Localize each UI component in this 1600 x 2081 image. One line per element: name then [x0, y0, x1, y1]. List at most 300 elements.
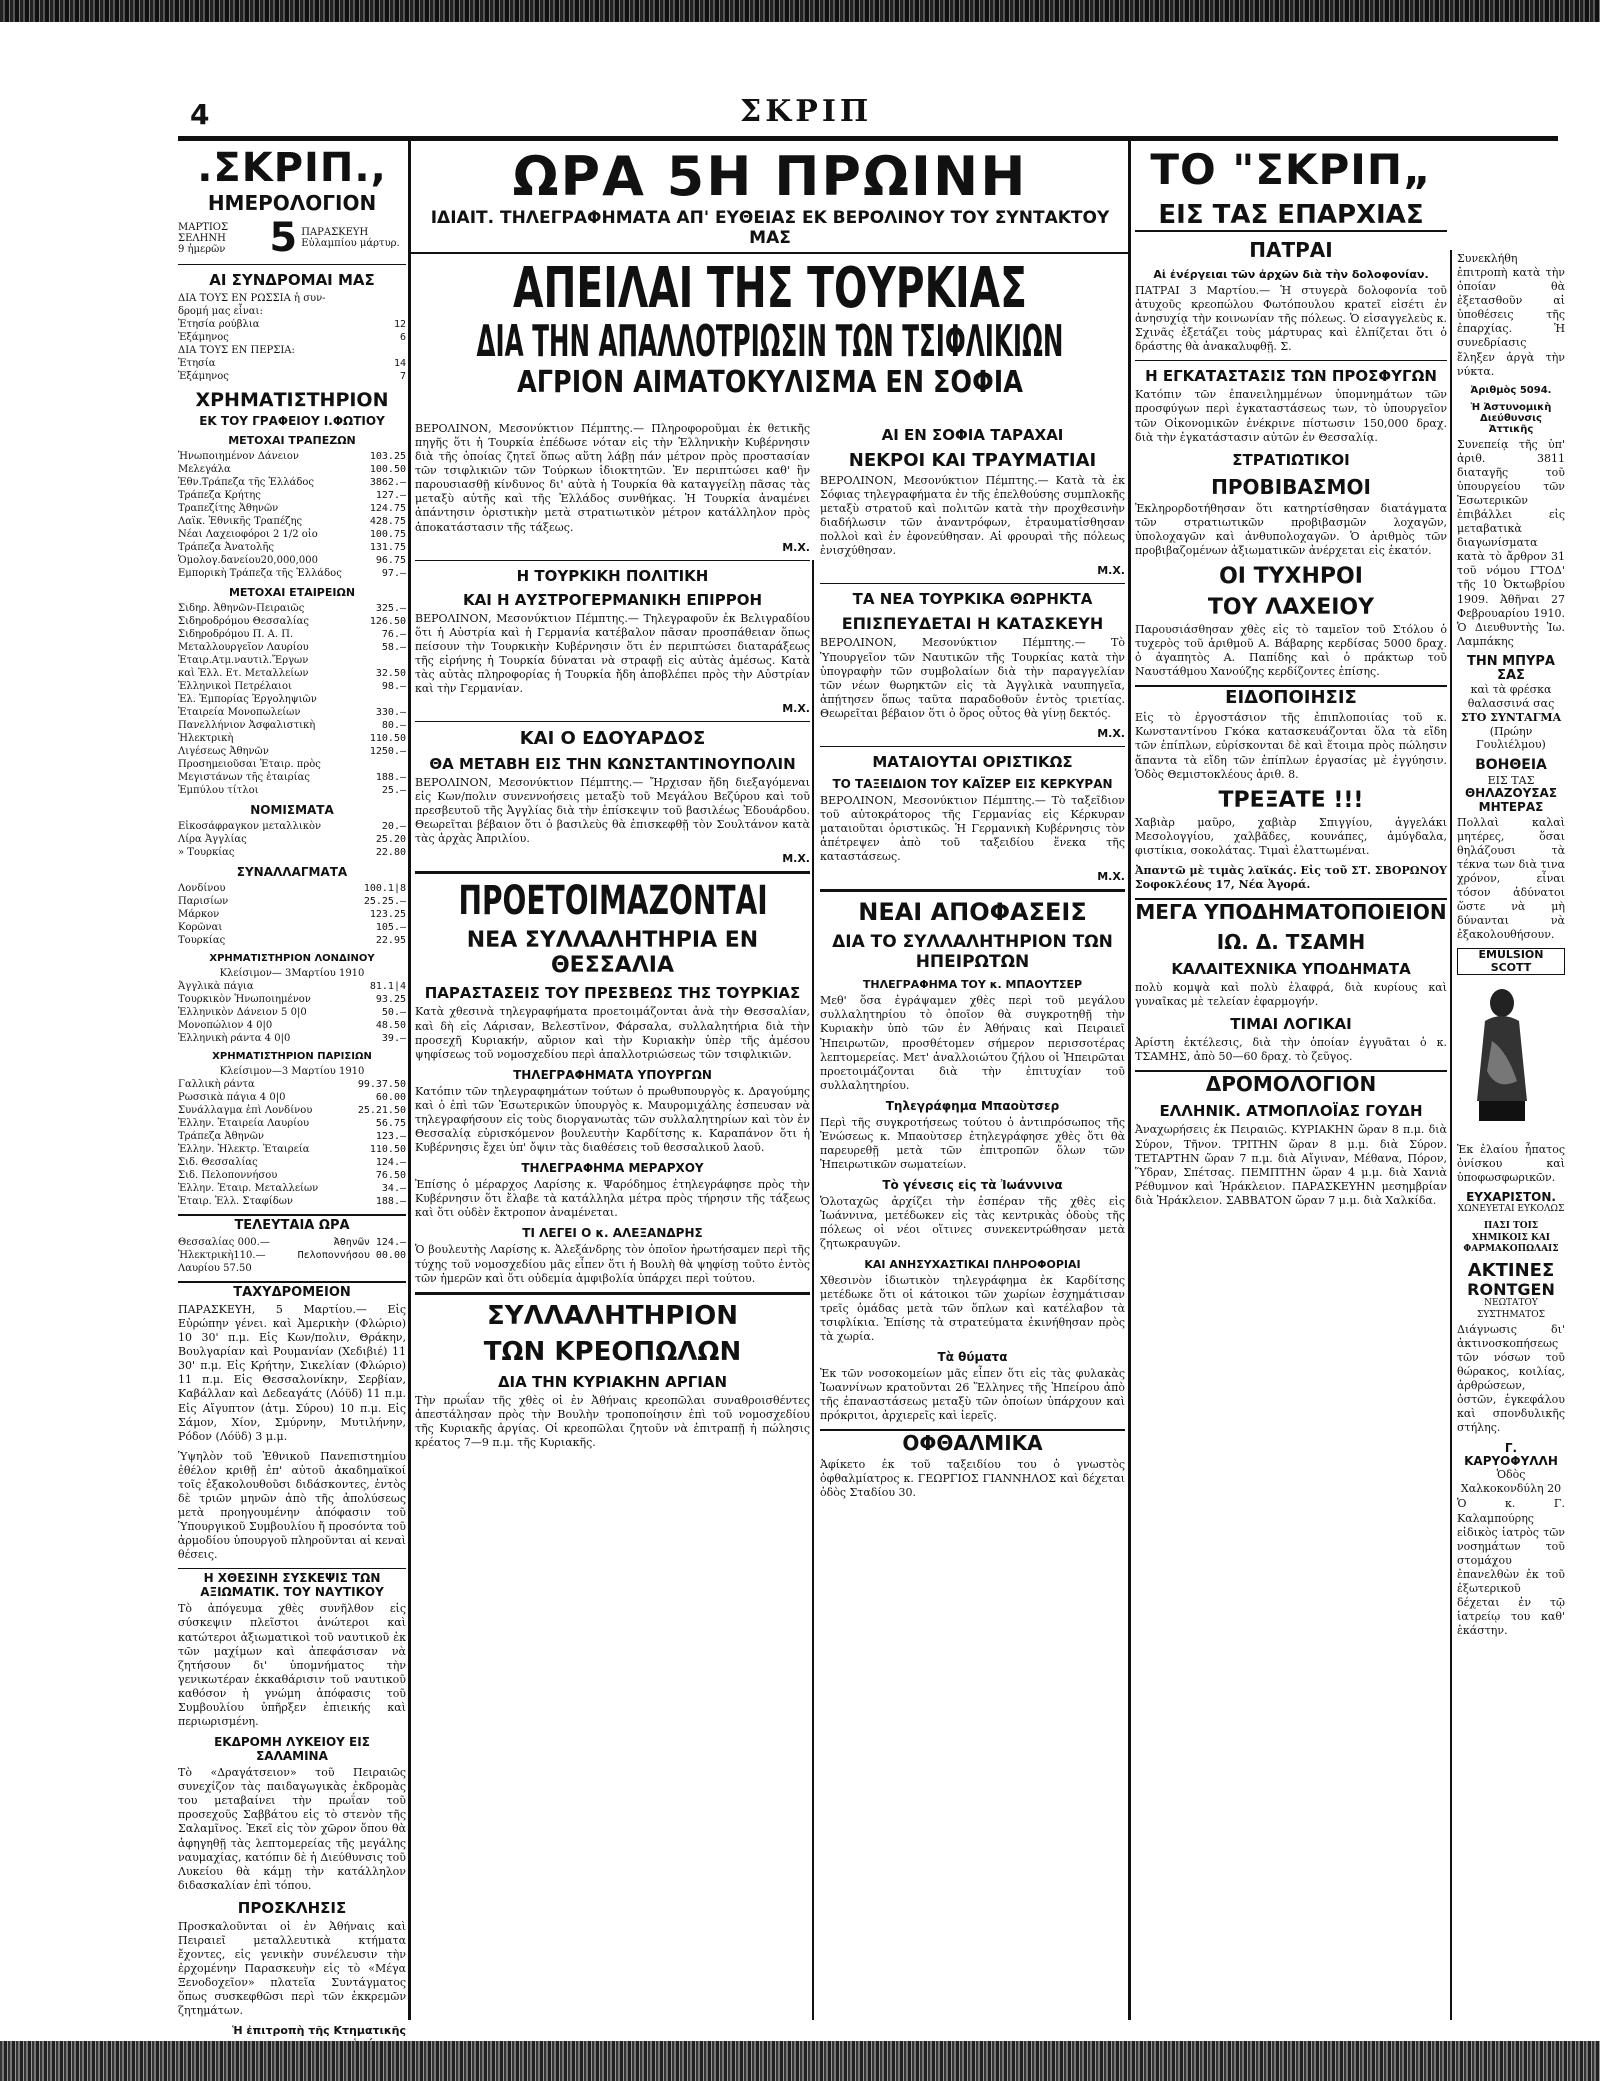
row-label: Τράπεζα Ἀνατολῆς [178, 542, 274, 553]
article-text: Χθεσινὸν ἰδιωτικὸν τηλεγράφημα ἐκ Καρδίτσης μετέδωκε ὅτι οἱ κάτοικοι τῶν χωρίων ἐσχημάτισαν τρεῖς ὁμάδας μετὰ τῶν ὅπλων καὶ κατέλαβον τὰ τσιφλίκια. Ἐπίσης τὰ στρατεύματα ἐκινήθησαν πρὸς τὰ χωρία. [820, 1273, 1125, 1343]
separator [820, 889, 1125, 892]
advert-headline: ΤΡΕΞΑΤΕ !!! [1218, 787, 1364, 813]
article-headline: Τὸ γένεσις εἰς τὰ Ἰωάννινα [882, 1178, 1063, 1193]
table-row [178, 541, 406, 554]
row-label: Μάρκον [178, 909, 220, 920]
invite-text: Προσκαλοῦνται οἱ ἐν Ἀθήναις καὶ Πειραιεῖ μεταλλευτικὰ κτήματα ἔχοντες, εἰς γενικὴν συνέλευσιν τὴν ἐρχομένην Παρασκευὴν εἰς τὸ «Μέγα Ξενοδοχεῖον» πλατεῖα Συντάγματος ὅπως συσκεφθῶσι περὶ τῶν ἐκκρεμῶν ζητημάτων. [178, 1919, 406, 2018]
advert-headline: Γ. ΚΑΡΥΟΦΥΛΛΗ [1464, 1440, 1558, 1468]
advert-headline: ΕΥΧΑΡΙΣΤΟΝ. [1466, 1189, 1556, 1204]
article-text: Συνεκλήθη ἐπιτροπὴ κατὰ τὴν ὁποίαν θὰ ἐξετασθοῦν αἱ ὑποθέσεις τῆς ἐπαρχίας. Ἡ συνεδρίασις ἔληξεν ἀργὰ τὴν νύκτα. [1457, 252, 1565, 378]
table-row [178, 1169, 406, 1182]
article-headline: ΕΙΔΟΠΟΙΗΣΙΣ [1135, 685, 1447, 708]
separator [1135, 360, 1447, 361]
article-text: Κατόπιν τῶν ἐπανειλημμένων ὑπομνημάτων τῶν προσφύγων περὶ ἐγκαταστάσεως των, τὸ ὑπουργεῖον τῶν Οἰκονομικῶν ἐνέκρινε πίστωσιν 150,000 δραχ. διὰ τὴν ἐγκατάστασιν αὐτῶν ἐν Θεσσαλίᾳ. [1135, 388, 1447, 444]
article-signature: Μ.Χ. [782, 852, 810, 866]
separator [415, 721, 810, 722]
coins-list [178, 820, 406, 859]
row-label: Ἐταιρεία Μονοπωλείων [178, 707, 301, 718]
table-row [178, 895, 406, 908]
row-label: Τουρκίας [178, 935, 226, 946]
row-value: 100.1|8 [363, 883, 406, 894]
row-value: 32.50 [375, 668, 406, 679]
banks-title: ΜΕΤΟΧΑΙ ΤΡΑΠΕΖΩΝ [228, 434, 356, 447]
column-divider [408, 140, 411, 2020]
advert-headline: ΑΚΤΙΝΕΣ [1467, 1260, 1555, 1282]
row-value: 123.25 [369, 909, 406, 920]
subscriptions-list [178, 292, 406, 383]
row-label: Θεσσαλίας 000.— [178, 1237, 270, 1248]
row-value: 126.50 [369, 616, 406, 627]
subscriptions-title: ΑΙ ΣΥΝΔΡΟΜΑΙ ΜΑΣ [209, 271, 375, 289]
row-value: 25.25.— [363, 896, 406, 907]
london-list [178, 980, 406, 1045]
row-label: Λιγέσεως Ἀθηνῶν [178, 746, 269, 757]
separator [415, 1292, 810, 1295]
advert-headline: ΤΗΝ ΜΠΥΡΑ ΣΑΣ [1467, 653, 1555, 684]
table-row [178, 820, 406, 833]
row-value: 98.— [381, 681, 406, 692]
row-label: Νέαι Λαχειοφόροι 2 1/2 οἰο [178, 529, 318, 540]
table-row [178, 318, 406, 331]
advert-headline: ΕΛΛΗΝΙΚ. ΑΤΜΟΠΛΟΪΑΣ ΓΟΥΔΗ [1159, 1102, 1423, 1121]
table-row [178, 1078, 406, 1091]
row-label: Παρισίων [178, 896, 229, 907]
note-text: Ὑψηλὸν τοῦ Ἐθνικοῦ Πανεπιστημίου ἐθέλον κριθῇ ἐπ' αὐτοῦ ἀκαδημαϊκοί τοῖς ἐξακολουθοῦσι διδάσκοντες, ἐντὸς δὲ τριῶν μηνῶν ἀπὸ τῆς ἀπολύσεως μετὰ προηγουμένην ἀπόφασιν τοῦ Ὑπουργικοῦ Συμβουλίου ἤ προσόντα τοῦ ἁρμοδίου ὑπουργοῦ πληροῦνται αἱ κεναὶ θέσεις. [178, 1449, 406, 1562]
table-row [178, 641, 406, 654]
article-headline: ΤΗΛΕΓΡΑΦΗΜΑ ΜΕΡΑΡΧΟΥ [521, 1161, 704, 1176]
excursion-title: ΕΚΔΡΟΜΗ ΛΥΚΕΙΟΥ ΕΙΣ ΣΑΛΑΜΙΝΑ [214, 1735, 370, 1764]
article-headline: ΔΙΑ ΤΗΝ ΚΥΡΙΑΚΗΝ ΑΡΓΙΑΝ [497, 1372, 728, 1391]
row-value: 80.— [381, 720, 406, 731]
row-label: Ὁμολογ.δανείου20,000,000 [178, 555, 318, 566]
table-row [178, 1117, 406, 1130]
advert-text: καὶ τὰ φρέσκα θαλασσινά σας [1467, 683, 1555, 711]
row-label: Λαϊκ. Ἐθνικῆς Τραπέζης [178, 516, 303, 527]
row-value: 428.75 [369, 516, 406, 527]
bourse-title: ΧΡΗΜΑΤΙΣΤΗΡΙΟΝ [195, 389, 389, 411]
row-label: Λονδίνου [178, 883, 226, 894]
row-value: 103.25 [369, 451, 406, 462]
calendar-weekday: ΠΑΡΑΣΚΕΥΗ [301, 227, 369, 238]
table-row [178, 908, 406, 921]
page-number: 4 [190, 98, 210, 131]
table-row [178, 502, 406, 515]
row-label: Μελεγάλα [178, 464, 231, 475]
bottom-scan-band [0, 2041, 1600, 2081]
table-row [178, 667, 406, 680]
row-value: 20.— [381, 821, 406, 832]
article-headline: ΤΙ ΛΕΓΕΙ Ο κ. ΑΛΕΞΑΝΔΡΗΣ [522, 1226, 703, 1241]
row-value: 325.— [375, 603, 406, 614]
article-text: ΒΕΡΟΛΙΝΟΝ, Μεσονύκτιον Πέμπτης.— Τὸ Ὑπουργεῖον τῶν Ναυτικῶν τῆς Τουρκίας κατὰ τὴν ὑπογραφὴν τῶν συμβολαίων διὰ τὴν παραγγελίαν τῶν νέων θωρηκτῶν εἰς τὰ Ἀγγλικὰ ναυπηγεῖα, ἀπῄτησεν ὅπως ταῦτα παραδοθοῦν ἐντὸς τριετίας. Θεωρεῖται βέβαιον ὅτι ὁ ὅρος οὗτος θὰ γίνῃ δεκτός. [820, 636, 1125, 720]
advert-text: Διάγνωσις δι' ἀκτινοσκοπήσεως τῶν νόσων τοῦ θώρακος, κοιλίας, ἀρθρώσεων, ὀστῶν, ἐγκεφάλου καὶ σπονδυλικῆς στήλης. [1457, 1322, 1565, 1435]
column-divider [812, 560, 814, 2020]
row-label: Μεγιστάνων τῆς ἐταιρίας [178, 772, 310, 783]
article-headline: ΤΗΛΕΓΡΑΦΗΜΑΤΑ ΥΠΟΥΡΓΩΝ [513, 1067, 712, 1082]
calendar-title: ΗΜΕΡΟΛΟΓΙΟΝ [207, 191, 377, 215]
row-label: » Τουρκίας [178, 847, 235, 858]
table-row [178, 680, 406, 693]
advert-headline: ΜΗΤΕΡΑΣ [1478, 799, 1544, 814]
table-row [178, 628, 406, 641]
row-label: Ἀγγλικὰ πάγια [178, 981, 254, 992]
article-signature: Μ.Χ. [1097, 870, 1125, 884]
advert-text: Ἀρίστη ἐκτέλεσις, διὰ τὴν ὁποίαν ἐγγυᾶται ὁ κ. ΤΣΑΜΗΣ, ἀπὸ 50—60 δραχ. τὸ ζεῦγος. [1135, 1036, 1447, 1064]
row-value: 76.50 [375, 1170, 406, 1181]
table-row [178, 476, 406, 489]
table-row [178, 1249, 406, 1262]
provinces-title: ΕΙΣ ΤΑΣ ΕΠΑΡΧΙΑΣ [1135, 200, 1447, 232]
column-divider [1450, 250, 1452, 2020]
table-row [178, 980, 406, 993]
row-value: Πελοποννήσου 00.00 [297, 1250, 406, 1261]
row-label: ΔΙΑ ΤΟΥΣ ΕΝ ΠΕΡΣΙΑ: [178, 345, 295, 356]
fx-list [178, 882, 406, 947]
banks-list [178, 450, 406, 580]
market-column [178, 145, 406, 2038]
row-value: 100.50 [369, 464, 406, 475]
row-value: 22.80 [375, 847, 406, 858]
table-row [178, 732, 406, 745]
row-label: Ἑλληνικὸν Δάνειον 5 0|0 [178, 1007, 307, 1018]
table-row [178, 292, 406, 305]
separator [820, 583, 1125, 584]
row-label: καὶ Ἑλλ. Ετ. Μεταλλείων [178, 668, 309, 679]
article-signature: Μ.Χ. [782, 702, 810, 716]
row-label: Κορῶναι [178, 922, 223, 933]
calendar-day: 5 [269, 215, 298, 261]
article-text: Ἐκ τῶν νοσοκομείων μᾶς εἶπεν ὅτι εἰς τὰς φυλακὰς Ἰωαννίνων κρατοῦνται 26 Ἕλληνες τῆς Ἠπείρου ἀπὸ τῆς ἐπαναστάσεως μεταξὺ τῶν ὁποίων ὑπάρχουν καὶ πρόκριτοι, ἀρχιερεῖς καὶ ἱερεῖς. [820, 1366, 1125, 1423]
article-headline: ΑΙ ΕΝ ΣΟΦΙΑ ΤΑΡΑΧΑΙ [881, 426, 1064, 444]
advert-text: ΕΙΣ ΤΑΣ [1487, 773, 1535, 787]
masthead: ΣΚΡΙΠ [740, 94, 873, 129]
table-row [178, 771, 406, 784]
table-row [178, 693, 406, 706]
article-text: Τὴν πρωΐαν τῆς χθὲς οἱ ἐν Ἀθήναις κρεοπῶλαι συναθροισθέντες ἀπεστάλησαν πρὸς τὴν Βουλὴν τροποποίησιν ἐπὶ τοῦ νομοσχεδίου τῆς Κυριακῆς ἀργίας. Οἱ κρεοπῶλαι ζητοῦν νὰ ἐπιτραπῇ ἡ πώλησις κρέατος 7—9 π.μ. τῆς Κυριακῆς. [415, 1393, 810, 1449]
calendar-saint: Εὐλαμπίου μάρτυρ. [301, 238, 400, 249]
article-headline: Τὰ θύματα [937, 1349, 1008, 1364]
advert-text: πολὺ κομψὰ καὶ πολὺ ἐλαφρά, διὰ κυρίους καὶ γυναῖκας μὲ τελείαν ἐφαρμογήν. [1135, 981, 1447, 1009]
table-row [178, 305, 406, 318]
row-label: ΔΙΑ ΤΟΥΣ ΕΝ ΡΩΣΣΙΑ ἡ συν- [178, 293, 326, 304]
article-headline: ΘΑ ΜΕΤΑΒΗ ΕΙΣ ΤΗΝ ΚΩΝΣΤΑΝΤΙΝΟΥΠΟΛΙΝ [429, 755, 796, 774]
row-label: Τουρκικὸν Ἡνωποιημένον [178, 994, 311, 1005]
row-value: 1250.— [369, 746, 406, 757]
row-label: Ἐτησία ρούβλια [178, 319, 260, 330]
row-label: Λίρα Ἀγγλίας [178, 834, 247, 845]
mega-headline-2: ΔΙΑ ΤΗΝ ΑΠΑΛΛΟΤΡΙΩΣΙΝ ΤΩΝ ΤΣΙΦΛΙΚΙΩΝ [476, 315, 1064, 367]
paris-date: Κλείσιμον—3 Μαρτίου 1910 [219, 1066, 365, 1077]
row-label: Ἑξάμηνος [178, 371, 229, 382]
article-text: Κατὰ χθεσινὰ τηλεγραφήματα προετοιμάζονται ἀνὰ τὴν Θεσσαλίαν, καὶ δὴ εἰς Λάρισαν, Βελεστῖνον, Φάρσαλα, συλλαλητήρια διὰ τὴν προσεχῆ Κυριακήν, αὔριον καὶ τὴν Κυριακὴν ὑπὲρ τῆς ἀμέσου ψηφίσεως τοῦ νομοσχεδίου περὶ ἀπαλλοτριώσεως τῶν τσιφλικιῶν. [415, 1005, 810, 1061]
article-text: Κατόπιν τῶν τηλεγραφημάτων τούτων ὁ πρωθυπουργὸς κ. Δραγούμης καὶ ὁ ἐπὶ τῶν Ἐσωτερικῶν ὑπουργὸς κ. Μαυρομιχάλης ἐσπευσαν νὰ τηλεγραφήσουν εἰς τοὺς διοργανωτὰς τῶν συλλαλητηρίων καὶ τὸν ἐν Θεσσαλίᾳ εὑρισκόμενον βουλευτὴν Καρδίτσης κ. Καραπάνον ὅτι ἡ Κυβέρνησις ἔχει ὑπ' ὄψιν τὰς διαθέσεις τοῦ θεσσαλικοῦ λαοῦ. [415, 1084, 810, 1155]
row-label: Ἑλληνικοὶ Πετρέλαιοι [178, 681, 292, 692]
post-title: ΤΑΧΥΔΡΟΜΕΙΟΝ [178, 1281, 406, 1300]
advert-text: Ὁ κ. Γ. Καλαμπούρης εἰδικὸς ἰατρὸς τῶν νοσημάτων τοῦ στομάχου ἐπανελθὼν ἐκ τοῦ ἐξωτερικοῦ δέχεται ἐν τῷ ἰατρείῳ του καθ' ἑκάστην. [1457, 1497, 1565, 1638]
calendar-days: 9 ἡμερῶν [178, 243, 226, 255]
row-label: Γαλλικὴ ράντα [178, 1079, 255, 1090]
row-label: Ἑλλην. Ἐταιρεία Λαυρίου [178, 1118, 310, 1129]
article-text: Συνεπείᾳ τῆς ὑπ' ἀριθ. 3811 διαταγῆς τοῦ ὑπουργείου τῶν Ἐσωτερικῶν ἐπιβάλλει εἰς μεταβατικὰ διαγωνίσματα κατὰ τὸ ἄρθρον 31 τοῦ νόμου ΓΤΟΔ' τῆς 10 Ὀκτωβρίου 1909. Ἀθῆναι 27 Φεβρουαρίου 1910. Ὁ Διευθυντὴς Ἰω. Λαμπάκης [1457, 437, 1565, 648]
article-mega-headline: ΝΕΑΙ ΑΠΟΦΑΣΕΙΣ [858, 898, 1087, 927]
last-hour-list [178, 1236, 406, 1275]
calendar-moon: ΣΕΛΗΝΗ [178, 232, 226, 244]
article-headline: Αἱ ἐνέργειαι τῶν ἀρχῶν διὰ τὴν δολοφονίαν. [1153, 268, 1429, 281]
table-row [178, 745, 406, 758]
row-value: 105.— [375, 922, 406, 933]
calendar-month: ΜΑΡΤΙΟΣ [178, 221, 229, 233]
advert-headline: RONTGEN [1467, 1279, 1555, 1299]
row-value: 124.75 [369, 503, 406, 514]
row-label: δρομή μας εἶναι: [178, 306, 263, 317]
table-row [178, 1195, 406, 1208]
row-label: Εἰκοσάφραγκον μεταλλικὸν [178, 821, 322, 832]
row-label: Συνάλλαγμα ἐπὶ Λονδίνου [178, 1105, 313, 1116]
table-row [178, 1262, 406, 1275]
table-row [178, 846, 406, 859]
row-label: Σιδηρ. Ἀθηνῶν-Πειραιῶς [178, 603, 305, 614]
row-label: Τράπεζα Ἀθηνῶν [178, 1131, 264, 1142]
row-value: 99.37.50 [357, 1079, 406, 1090]
row-label: Σιδ. Πελοποννήσου [178, 1170, 278, 1181]
article-text: ΒΕΡΟΛΙΝΟΝ, Μεσονύκτιον Πέμπτης.— Τηλεγραφοῦν ἐκ Βελιγραδίου ὅτι ἡ Αὐστρία καὶ ἡ Γερμανία κατέβαλον πᾶσαν προσπάθειαν ὅπως πείσουν τὴν Τουρκικὴν Κυβέρνησιν ὅτι ἐν περιπτώσει διαταράξεως τῆς εἰρήνης ἡ Τουρκία δύναται νὰ στραφῇ εἰς αὐτὰς ἀμέσως. Κατὰ τὰς αὐτὰς πληροφορίας ἡ Τουρκία ἤδη ἀποβλέπει πρὸς τὴν Αὐστρίαν καὶ τὴν Γερμανίαν. [415, 611, 810, 696]
article-mega-headline: ΤΩΝ ΚΡΕΟΠΩΛΩΝ [483, 1336, 742, 1367]
row-label: Προσημειοῦσαι Ἐταιρ. πρὸς [178, 759, 321, 770]
table-row [178, 1104, 406, 1117]
article-text: Ὁλοταχῶς ἀρχίζει τὴν ἑσπέραν τῆς χθὲς εἰς Ἰωάννινα, μετέδωκεν εἰς τὰς κεντρικὰς ὁδοὺς τῆς πόλεως οἱ νέοι οἵτινες συνεκεντρώθησαν μετὰ ζητωκραυγῶν. [820, 1195, 1125, 1251]
row-label: Ρωσσικὰ πάγια 4 0|0 [178, 1092, 286, 1103]
paper-logo: .ΣΚΡΙΠ., [197, 145, 387, 191]
article-headline: ΚΑΙ ΑΝΗΣΥΧΑΣΤΙΚΑΙ ΠΛΗΡΟΦΟΡΙΑΙ [864, 1257, 1081, 1271]
article-headline: ΠΑΡΑΣΤΑΣΕΙΣ ΤΟΥ ΠΡΕΣΒΕΩΣ ΤΗΣ ΤΟΥΡΚΙΑΣ [424, 984, 801, 1003]
row-value: Ἀθηνῶν 124.— [333, 1237, 406, 1248]
row-label: Εμπορικὴ Τράπεζα τῆς Ἑλλάδος [178, 568, 342, 579]
article-headline: Η ΤΟΥΡΚΙΚΗ ΠΟΛΙΤΙΚΗ [516, 566, 709, 585]
row-value: 97.— [381, 568, 406, 579]
row-label: Πανελλήνιον Ἀσφαλιστικὴ [178, 720, 316, 731]
row-value: 131.75 [369, 542, 406, 553]
advert-headline: ΘΗΛΑΖΟΥΣΑΣ [1464, 786, 1558, 801]
row-value: 3862.— [369, 477, 406, 488]
table-row [178, 934, 406, 947]
advert-headline: ΒΟΗΘΕΙΑ [1475, 757, 1547, 774]
article-headline: ΜΑΤΑΙΟΥΤΑΙ ΟΡΙΣΤΙΚΩΣ [872, 752, 1073, 771]
row-value: 188.— [375, 1196, 406, 1207]
advert-text: ΣΤΟ ΣΥΝΤΑΓΜΑ [1460, 710, 1562, 724]
london-title: ΧΡΗΜΑΤΙΣΤΗΡΙΟΝ ΛΟΝΔΙΝΟΥ [209, 953, 375, 964]
table-row [178, 515, 406, 528]
article-signature: Μ.Χ. [782, 540, 810, 554]
row-value: 12 [393, 319, 406, 330]
article-mega-headline: ΠΡΟΕΤΟΙΜΑΖΟΝΤΑΙ [458, 878, 768, 925]
row-value: 58.— [381, 642, 406, 653]
top-scan-band [0, 0, 1600, 22]
separator [415, 871, 810, 874]
row-value: 6 [399, 332, 406, 343]
main-headline: ΩΡΑ 5Η ΠΡΩΙΝΗ [512, 145, 1028, 208]
row-value: 81.1|4 [369, 981, 406, 992]
advert-text: ΠΑΣΙ ΤΟΙΣ ΧΗΜΙΚΟΙΣ ΚΑΙ ΦΑΡΜΑΚΟΠΩΛΑΙΣ [1463, 1221, 1559, 1254]
table-row [178, 1156, 406, 1169]
last-hour-title: ΤΕΛΕΥΤΑΙΑ ΩΡΑ [178, 1214, 406, 1233]
article-text: ΠΑΤΡΑΙ 3 Μαρτίου.— Ἡ στυγερὰ δολοφονία τοῦ ἀτυχοῦς κρεοπώλου Φωτόπουλου κρατεῖ εἰσέτι ἐν ἀνησυχίᾳ τὴν κοινωνίαν τῆς πόλεως. Ὁ εἰσαγγελεὺς κ. Σχινᾶς ἐξετάζει τοὺς μάρτυρας καὶ ἐλπίζεται ὅτι ὁ δράστης θὰ ἀνακαλυφθῇ. Σ. [1135, 284, 1447, 354]
row-value: 50.— [381, 1007, 406, 1018]
separator [415, 560, 810, 561]
table-row [178, 719, 406, 732]
table-row [178, 921, 406, 934]
table-row [178, 331, 406, 344]
row-label: Ἡνωποιημένον Δάνειον [178, 451, 299, 462]
article-text: Παρουσιάσθησαν χθὲς εἰς τὸ ταμεῖον τοῦ Στόλου ὁ τυχερὸς τοῦ ἀριθμοῦ Α. Βάβαρης κερδίσας 5000 δραχ. ὁ ἀγαπητὸς Α. Παπίδης καὶ ὁ πράκτωρ τοῦ Ναυστάθμου Χανούζης κερδίζοντες ἐπίσης. [1135, 623, 1447, 679]
row-value: 25.21.50 [357, 1105, 406, 1116]
table-row [178, 357, 406, 370]
article-headline: ΤΗΛΕΓΡΑΦΗΜΑ ΤΟΥ κ. ΜΠΑΟΥΤΣΕΡ [862, 978, 1083, 992]
article-headline: ΤΑ ΝΕΑ ΤΟΥΡΚΙΚΑ ΘΩΡΗΚΤΑ [852, 590, 1093, 609]
article-headline: ΤΟΥ ΛΑΧΕΙΟΥ [1207, 595, 1375, 621]
advert-text: Πολλαὶ καλαὶ μητέρες, ὅσαι θηλάζουσι τὰ τέκνα των διὰ τινα χρόνον, εἶναι τόσον ἀδύνατοι ὥστε νὰ μὴ δύνανται νὰ ἐξακολουθήσουν. [1457, 815, 1565, 942]
table-row [178, 1006, 406, 1019]
invite-title: ΠΡΟΣΚΛΗΣΙΣ [237, 1898, 347, 1917]
row-value: 93.25 [375, 994, 406, 1005]
center-headline-block [410, 145, 1130, 400]
advert-headline: ΙΩ. Δ. ΤΣΑΜΗ [1216, 930, 1366, 955]
advert-headline: ΤΙΜΑΙ ΛΟΓΙΚΑΙ [1230, 1015, 1352, 1034]
calendar-box [178, 215, 406, 265]
main-subline: ΙΔΙΑΙΤ. ΤΗΛΕΓΡΑΦΗΜΑΤΑ ΑΠ' ΕΥΘΕΙΑΣ ΕΚ ΒΕΡΟΛΙΝΟΥ ΤΟΥ ΣΥΝΤΑΚΤΟΥ ΜΑΣ [410, 208, 1130, 254]
table-row [178, 463, 406, 476]
table-row [178, 370, 406, 383]
row-value: 48.50 [375, 1020, 406, 1031]
coins-title: ΝΟΜΙΣΜΑΤΑ [250, 803, 334, 817]
post-text: ΠΑΡΑΣΚΕΥΗ, 5 Μαρτίου.— Εἰς Εὐρώπην γένει. καὶ Ἀμερικὴν (Φλώριο) 10 30' π.μ. Εἰς Κων/πολιν, Θράκην, Βουλγαρίαν καὶ Ρουμανίαν (Χεδιβιέ) 11 30' π.μ. Εἰς Κρήτην, Σικελίαν (Φλώριο) 11 π.μ. Εἰς Θεσσαλονίκην, Σερβίαν, Καβάλλαν καὶ Δεδεαγάτς (Λόϋδ) 11 π.μ. Εἰς Αἴγυπτον (ἀτμ. Σύρου) 10 π.μ. Εἰς Σάμον, Χίον, Σμύρνην, Μυτιλήνην, Ρόδον (Λόϋδ) 3 μ.μ. [178, 1303, 406, 1443]
article-text: ΒΕΡΟΛΙΝΟΝ, Μεσονύκτιον Πέμπτης.— Πληροφοροῦμαι ἐκ θετικῆς πηγῆς ὅτι ἡ Τουρκία ἐπέδωσε νόταν εἰς τὴν Ἑλληνικὴν Κυβέρνησιν διὰ τῆς ὁποίας ζητεῖ ὅπως αὕτη λάβῃ πάν μέτρον πρὸς προστασίαν τῶν τσιφλικιῶν τῶν Τούρκων ἰδιοκτητῶν. Ἐν περιπτώσει καθ' ἣν παρουσιασθῇ κίνδυνος δι' αὐτὰ ἡ Τουρκία θὰ καταγγείλῃ πᾶσας τὰς μεταξὺ αὐτῆς καὶ τῆς Ἑλλάδος συνθήκας. Ἡ Τουρκία ἀναμένει ἀπάντησιν ὁριστικὴν μετὰ στρατιωτικὸν μέτρον κατάλληλον πρὸς ἀποκατάστασιν τῆς τάξεως. [415, 422, 810, 534]
row-value: 110.50 [369, 1144, 406, 1155]
article-text: Ἐπίσης ὁ μέραρχος Λαρίσης κ. Ψαρόδημος ἐτηλεγράφησε πρὸς τὴν Κυβέρνησιν ὅτι ἔλαβε τὰ κατάλληλα μέτρα πρὸς τήρησιν τῆς τάξεως καὶ ὅτι οὐδὲν ἔκτροπον ἀναμένεται. [415, 1178, 810, 1220]
row-value: 25.20 [375, 834, 406, 845]
row-value: 7 [399, 371, 406, 382]
row-value: 100.75 [369, 529, 406, 540]
table-row [178, 1019, 406, 1032]
row-label: Ἐταιρ.Ατμ.ναυτιλ.Ἔργων [178, 655, 309, 666]
row-label: Μεταλλουργεῖον Λαυρίου [178, 642, 309, 653]
row-value: 76.— [381, 629, 406, 640]
table-row [178, 758, 406, 771]
article-headline: ΟΦΘΑΛΜΙΚΑ [820, 1429, 1125, 1455]
article-headline: ΤΟ ΤΑΞΕΙΔΙΟΝ ΤΟΥ ΚΑΪΖΕΡ ΕΙΣ ΚΕΡΚΥΡΑΝ [832, 776, 1113, 791]
row-label: Ἑλλην. Ἐταιρ. Μεταλλείων [178, 1183, 319, 1194]
article-signature: Μ.Χ. [1097, 726, 1125, 740]
table-row [178, 1143, 406, 1156]
row-value: 34.— [381, 1183, 406, 1194]
separator [820, 746, 1125, 747]
article-headline: ΕΠΙΣΠΕΥΔΕΤΑΙ Η ΚΑΤΑΣΚΕΥΗ [841, 614, 1104, 634]
fisherman-illustration [1457, 981, 1547, 1131]
advert-headline: EMULSION SCOTT [1457, 948, 1565, 974]
article-headline: ΚΑΙ Ο ΕΔΟΥΑΡΔΟΣ [519, 728, 706, 750]
table-row [178, 833, 406, 846]
article-text: Περὶ τῆς συγκροτήσεως τούτου ὁ ἀντιπρόσωπος τῆς Ἑνώσεως κ. Μπαοὺτσερ ἐτηλεγράφησε χθὲς ὅτι θὰ παρευρεθῇ μετὰ τῶν ἐπιτροπῶν ὅλων τῶν Ἠπειρωτικῶν σωματείων. [820, 1115, 1125, 1172]
row-label: Ἠλεκτρικὴ110.— [178, 1250, 266, 1261]
article-headline: ΚΑΙ Η ΑΥΣΤΡΟΓΕΡΜΑΝΙΚΗ ΕΠΙΡΡΟΗ [462, 590, 763, 609]
row-label: Ἐθν.Τράπεζα τῆς Ἑλλάδος [178, 477, 315, 488]
berlin-news-column [415, 420, 810, 2020]
table-row [178, 706, 406, 719]
row-label: Ἑλ. Ἐμπορίας Ἐργοληψιῶν [178, 694, 317, 705]
table-row [178, 1130, 406, 1143]
row-value: 60.00 [375, 1092, 406, 1103]
london-date: Κλείσιμον— 3Μαρτίου 1910 [219, 968, 365, 979]
article-headline: ΔΙΑ ΤΟ ΣΥΛΛΑΛΗΤΗΡΙΟΝ ΤΩΝ ΗΠΕΙΡΩΤΩΝ [832, 932, 1113, 973]
advert-text: Ἀναχωρήσεις ἐκ Πειραιῶς. ΚΥΡΙΑΚΗΝ ὥραν 8 π.μ. διὰ Σύρον, Τῆνον. ΤΡΙΤΗΝ ὥραν 8 μ.μ. διὰ Σύρον. ΤΕΤΑΡΤΗΝ ὥραν 7 π.μ. διὰ Αἴγιναν, Μέθανα, Πόρον, Ὕδραν, Σπέτσας. ΠΕΜΠΤΗΝ ὥραν 4 μ.μ. διὰ Χανιὰ Ρέθυμνον καὶ Ἡράκλειον. ΠΑΡΑΣΚΕΥΗΝ μεσημβρίαν διὰ Ἠράκλειον. ΣΑΒΒΑΤΟΝ ὥραν 7 μ.μ. διὰ Χαλκίδα. [1135, 1123, 1447, 1207]
row-label: Σιδ. Θεσσαλίας [178, 1157, 258, 1168]
row-value: 96.75 [375, 555, 406, 566]
advert-text: Ἀπαντῶ μὲ τιμὰς λαϊκάς. Εἰς τοῦ ΣΤ. ΣΒΟΡΩΝΟΥ Σοφοκλέους 17, Νέα Ἀγορά. [1135, 863, 1447, 892]
row-label: Μονοπώλιον 4 0|0 [178, 1020, 273, 1031]
table-row [178, 554, 406, 567]
advert-text: Ὁδὸς Χαλκοκονδύλη 20 [1460, 1467, 1562, 1495]
table-row [178, 450, 406, 463]
table-row [178, 1091, 406, 1104]
advert-text: ΝΕΩΤΑΤΟΥ ΣΥΣΤΗΜΑΤΟΣ [1477, 1298, 1545, 1320]
article-text: Ἀφίκετο ἐκ τοῦ ταξειδίου του ὁ γνωστὸς ὀφθαλμίατρος κ. ΓΕΩΡΓΙΟΣ ΓΙΑΝΝΗΛΟΣ καὶ δέχεται ὁδὸς Σταδίου 30. [820, 1458, 1125, 1500]
advert-headline: ΜΕΓΑ ΥΠΟΔΗΜΑΤΟΠΟΙΕΙΟΝ [1135, 900, 1447, 925]
invite-signature: Ἡ ἐπιτροπὴ τῆς Κτηματικῆς [232, 2024, 406, 2038]
table-row [178, 993, 406, 1006]
naval-title: Η ΧΘΕΣΙΝΗ ΣΥΣΚΕΨΙΣ ΤΩΝ ΑΞΙΩΜΑΤΙΚ. ΤΟΥ ΝΑΥΤΙΚΟΥ [178, 1568, 406, 1599]
row-label: Ἑξάμηνος [178, 332, 229, 343]
sofia-news-column [820, 420, 1125, 2020]
row-value: 188.— [375, 772, 406, 783]
article-text: Ὁ βουλευτὴς Λαρίσης κ. Ἀλεξάνδρης τὸν ὁποῖον ἠρωτήσαμεν περὶ τῆς τύχης τοῦ νομοσχεδίου μᾶς εἶπεν ὅτι ἡ Βουλὴ θὰ ψηφίσῃ τοῦτο ἐντὸς τῶν ἡμερῶν καὶ ὅτι οὐδεμία ἀμφιβολία ὑπάρχει περὶ τούτου. [415, 1243, 810, 1285]
row-value: 56.75 [375, 1118, 406, 1129]
companies-title: ΜΕΤΟΧΑΙ ΕΤΑΙΡΕΙΩΝ [228, 586, 356, 599]
article-mega-headline: ΣΥΛΛΑΛΗΤΗΡΙΟΝ [487, 1300, 738, 1331]
excursion-text: Τὸ «Δραγάτσειον» τοῦ Πειραιῶς συνεχίζον τὰς παιδαγωγικὰς ἐκδρομὰς του μεταβαίνει τὴν πρωΐαν τοῦ προσεχοῦς Σαββάτου εἰς τὸ στενὸν τῆς Σαλαμῖνος. Ἐκεῖ εἰς τὸν χῶρον ὅπου θὰ ἀφηγηθῇ τὰς λεπτομερείας τῆς μεγάλης ναυμαχίας, κατόπιν δὲ ἡ Διεύθυνσις τοῦ Λυκείου θὰ κάμῃ τὴν κατάλληλον διδασκαλίαν ἐπὶ τόπου. [178, 1766, 406, 1892]
article-headline: Ἀριθμὸς 5094. [1470, 384, 1552, 396]
table-row [178, 882, 406, 895]
row-value: 127.— [375, 490, 406, 501]
article-headline: Τηλεγράφημα Μπαοὺτσερ [885, 1098, 1060, 1113]
paris-title: ΧΡΗΜΑΤΙΣΤΗΡΙΟΝ ΠΑΡΙΣΙΩΝ [212, 1051, 372, 1062]
row-label: Τραπεζίτης Ἀθηνῶν [178, 503, 279, 514]
advert-text: (Πρώην Γουλιέλμου) [1476, 724, 1546, 752]
table-row [178, 489, 406, 502]
row-label: Ἐτησία [178, 358, 216, 369]
article-signature: Μ.Χ. [1097, 564, 1125, 578]
article-headline: ΠΡΟΒΙΒΑΣΜΟΙ [1211, 474, 1371, 499]
table-row [178, 654, 406, 667]
row-value: 39.— [381, 1033, 406, 1044]
row-label: Ἠλεκτρικὴ [178, 733, 234, 744]
bourse-subtitle: ΕΚ ΤΟΥ ΓΡΑΦΕΙΟΥ Ι.ΦΩΤΙΟΥ [199, 414, 385, 428]
advert-text: Χαβιὰρ μαῦρο, χαβιὰρ Σπιγγίου, ἀγγελάκι Μεσολογγίου, χαλβᾶδες, κουνάπες, ἀμύγδαλα, φιστίκια, σοκολάτας. Τιμαὶ ἐλαττωμέναι. [1135, 815, 1447, 857]
ads-column [1457, 250, 1565, 2020]
table-row [178, 1236, 406, 1249]
table-row [178, 615, 406, 628]
advert-headline: ΔΡΟΜΟΛΟΓΙΟΝ [1135, 1070, 1447, 1096]
row-label: Ἐταιρ. Ἑλλ. Σταφίδων [178, 1196, 293, 1207]
table-row [178, 344, 406, 357]
column-divider [1128, 140, 1131, 2020]
row-label: Ἑλλην. Ἠλεκτρ. Ἐταιρεία [178, 1144, 310, 1155]
row-value: 14 [393, 358, 406, 369]
row-value: 22.95 [375, 935, 406, 946]
article-text: Μεθ' ὅσα ἐγράψαμεν χθὲς περὶ τοῦ μεγάλου συλλαλητηρίου τὸ ὁποῖον θὰ συγκροτηθῇ τὴν Κυριακὴν ὑπὸ τῶν ἐν Ἀθήναις καὶ Πειραιεῖ Ἠπειρωτῶν, προσθέτομεν σήμερον περισσοτέρας λεπτομερείας. Μετ' ἀναλλοιώτου ζήλου οἱ Ἠπειρῶται προετοιμάζονται διὰ τὴν ἐπιτυχίαν τοῦ συλλαλητηρίου. [820, 994, 1125, 1092]
article-headline: ΣΤΡΑΤΙΩΤΙΚΟΙ [1232, 450, 1350, 469]
advert-text: Ἐκ ἐλαίου ἧπατος ὀνίσκου καὶ ὑποφωσφωρικῶν. [1457, 1142, 1565, 1184]
mega-headline-1: ΑΠΕΙΛΑΙ ΤΗΣ ΤΟΥΡΚΙΑΣ [513, 256, 1027, 321]
row-label: Ἐμπύλου τίτλοι [178, 785, 259, 796]
